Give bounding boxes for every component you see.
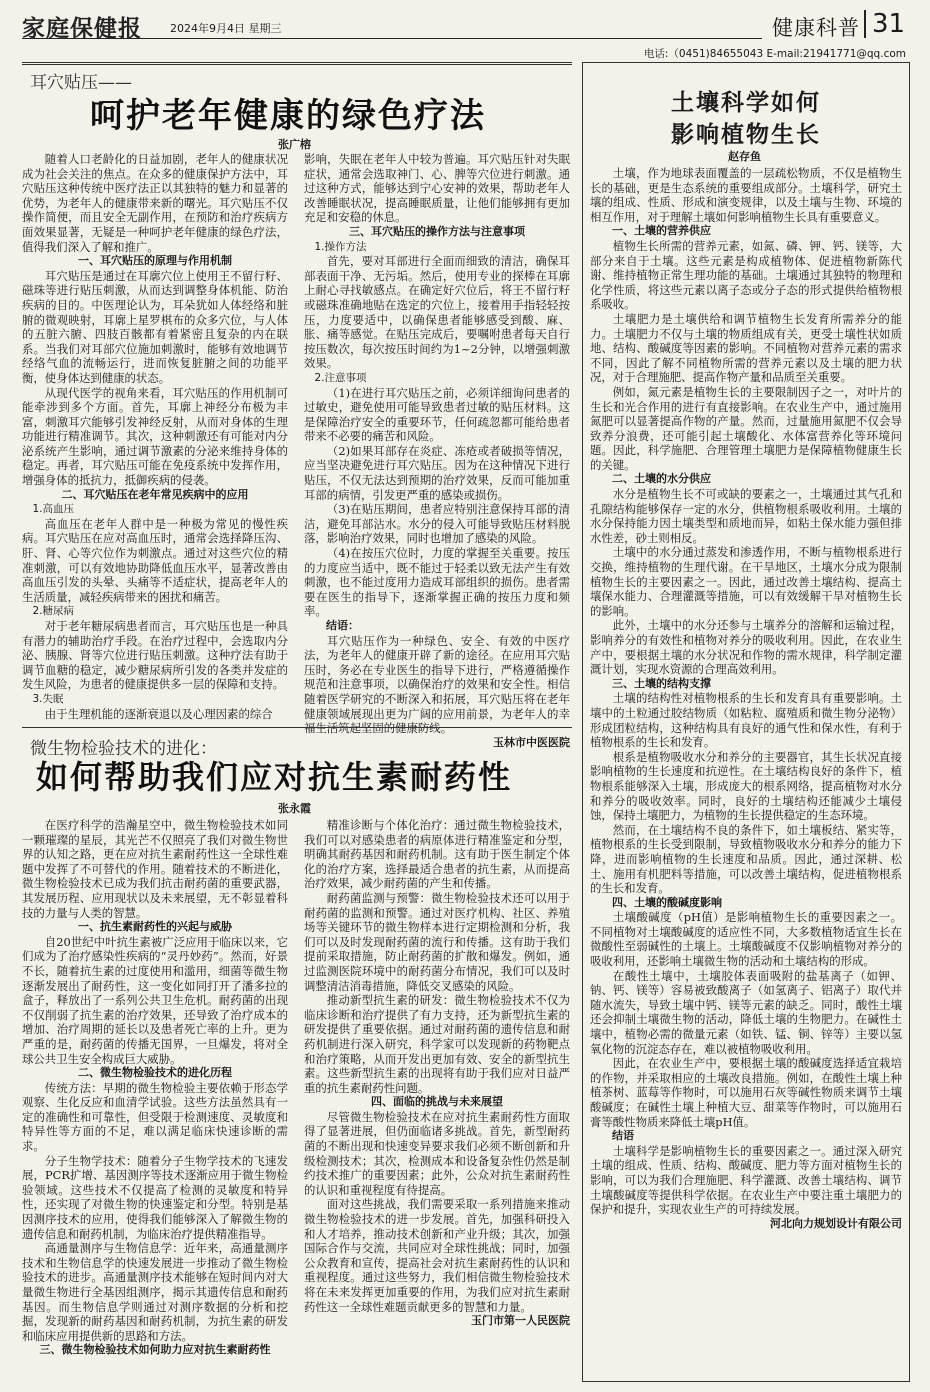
subheading: 1.操作方法 (314, 240, 367, 253)
page-number: 31 (872, 9, 906, 39)
paragraph: 耳穴贴压是通过在耳廓穴位上使用王不留行籽、磁珠等进行贴压刺激，从而达到调整身体机能、防治疾病的目的。中医理论认为，耳朵犹如人体经络和脏腑的微观映射，耳廓上星罗棋布的众多穴位，与人体的五脏六腑、四肢百骸都有着紧密且复杂的内在联系。当我们对耳部穴位施加刺激时，能够有效地调节经络气血的流畅运行，进而恢复脏腑之间的功能平衡，使身体达到健康的状态。 (22, 268, 288, 385)
article-kicker: 微生物检验技术的进化： (30, 739, 217, 759)
paragraph: 由于生理机能的逐渐衰退以及心理因素的综合 (44, 706, 273, 721)
masthead-divider (864, 10, 866, 38)
paragraph: 耐药菌监测与预警：微生物检验技术还可以用于耐药菌的监测和预警。通过对医疗机构、社区、养殖场等关键环节的微生物样本进行定期检测和分析，我们可以及时发现耐药菌的流行和传播。这有助于我们提前采取措施，防止耐药菌的扩散和爆发。例如，通过监测医院环境中的耐药菌分布情况，我们可以及时调整清洁消毒措施，降低交叉感染的风险。 (304, 890, 570, 993)
section-heading: 三、耳穴贴压的操作方法与注意事项 (349, 224, 525, 238)
article-headline: 如何帮助我们应对抗生素耐药性 (36, 758, 513, 796)
paragraph: 土壤酸碱度（pH值）是影响植物生长的重要因素之一。不同植物对土壤酸碱度的适应性不同，大多数植物适宜生长在微酸性至弱碱性的土壤上。土壤酸碱度不仅影响植物对养分的吸收利用，还影响土壤微生物的活动和土壤结构的形成。 (590, 910, 902, 969)
paragraph: 在医疗科学的浩瀚星空中，微生物检验技术如同一颗璀璨的星辰，其光芒不仅照亮了我们对微生物世界的认知之路，更在应对抗生素耐药性这一全球性难题中发挥了不可替代的作用。随着技术的不断进化，微生物检验技术已成为我们抗击耐药菌的重要武器，其发展历程、应用现状以及未来展望，无不彰显着科技的力量与人类的智慧。 (22, 818, 288, 920)
section-heading: 结语 (612, 1129, 634, 1143)
paragraph: 水分是植物生长不可或缺的要素之一，土壤通过其气孔和孔隙结构能够保存一定的水分，供植物根系吸收利用。土壤的水分保持能力因土壤类型和质地而异，如粘土保水能力强但排水性差，砂土则相反。 (590, 487, 902, 545)
source-line: 河北向力规划设计有限公司 (770, 1216, 902, 1230)
paragraph: 然而，在土壤结构不良的条件下，如土壤板结、紧实等，植物根系的生长受到限制，导致植物吸收水分和养分的能力下降，进而影响植物的生长速度和品质。因此，通过深耕、松土、施用有机肥料等措施，可以改善土壤结构，促进植物根系的生长和发育。 (590, 822, 902, 896)
article-column-left (22, 818, 288, 1374)
article-body (590, 166, 902, 1376)
paragraph: 土壤中的水分通过蒸发和渗透作用，不断与植物根系进行交换，维持植物的生理代谢。在干旱地区，土壤水分成为限制植物生长的主要因素之一。因此，通过改善土壤结构、提高土壤保水能力、合理灌溉等措施，可以有效缓解干旱对植物生长的影响。 (590, 545, 902, 618)
paper-name: 家庭保健报 (22, 16, 142, 42)
section-name: 健康科普 (772, 16, 860, 40)
paragraph: 高通量测序与生物信息学：近年来，高通量测序技术和生物信息学的快速发展进一步推动了微生物检验技术的进步。高通量测序技术能够在短时间内对大量微生物进行全基因组测序，揭示其遗传信息和耐药基因。而生物信息学则通过对测序数据的分析和挖掘，发现新的耐药基因和耐药机制，为抗生素的研发和临床应用提供新的思路和方法。 (22, 1241, 288, 1343)
paragraph: 对于老年糖尿病患者而言，耳穴贴压也是一种具有潜力的辅助治疗手段。在治疗过程中，会选取内分泌、胰腺、肾等穴位进行贴压刺激。这种疗法有助于调节血糖的稳定，减少糖尿病所引发的各类并发症的发生风险，为患者的健康提供多一层的保障和支持。 (22, 619, 288, 692)
paragraph: 耳穴贴压作为一种绿色、安全、有效的中医疗法，为老年人的健康开辟了新的途径。在应用耳穴贴压时，务必在专业医生的指导下进行，严格遵循操作规范和注意事项，以确保治疗的效果和安全性。相信随着医学研究的不断深入和拓展，耳穴贴压将在老年健康领域展现出更为广阔的应用前景，为老年人的幸福生活筑起坚固的健康防线。 (304, 633, 570, 736)
paragraph: 分子生物学技术：随着分子生物学技术的飞速发展，PCR扩增、基因测序等技术逐渐应用于微生物检验领域。这些技术不仅提高了检测的灵敏度和特异性，还实现了对微生物的快速鉴定和分型。特别是基因测序技术的应用，使得我们能够深入了解微生物的遗传信息和耐药机制，为临床治疗提供精准指导。 (22, 1153, 288, 1241)
paragraph: 精准诊断与个体化治疗：通过微生物检验技术，我们可以对感染患者的病原体进行精准鉴定和分型，明确其耐药基因和耐药机制。这有助于医生制定个体化的治疗方案，选择最适合患者的抗生素，从而提高治疗效果，减少耐药菌的产生和传播。 (304, 818, 570, 891)
contact-info: 电话:（0451)84655043 E-mail:21941771@qq.com (643, 48, 906, 60)
section-heading: 一、土壤的营养供应 (612, 224, 711, 238)
article-kicker: 耳穴贴压—— (30, 73, 132, 93)
paragraph: 在酸性土壤中，土壤胶体表面吸附的盐基离子（如钾、钠、钙、镁等）容易被致酸离子（如氢离子、铝离子）取代并随水流失，导致土壤中钙、镁等元素的缺乏。同时，酸性土壤还会抑制土壤微生物的活动，降低土壤的生物肥力。在碱性土壤中，植物必需的微量元素（如铁、锰、铜、锌等）主要以氢氧化物的沉淀态存在，难以被植物吸收利用。 (590, 968, 902, 1056)
article-column-right (304, 152, 570, 749)
paragraph: （4)在按压穴位时，力度的掌握至关重要。按压的力度应当适中，既不能过于轻柔以致无法产生有效刺激，也不能过度用力造成耳部组织的损伤。患者需要在医生的指导下，逐渐掌握正确的按压力度和频率。 (304, 546, 570, 619)
paragraph: 例如，氮元素是植物生长的主要限制因子之一，对叶片的生长和光合作用的进行有直接影响。在农业生产中，通过施用氮肥可以显著提高作物的产量。然而，过量施用氮肥不仅会导致养分浪费，还可能引起土壤酸化、水体富营养化等环境问题。因此，科学施肥、合理管理土壤肥力是保障植物健康生长的关键。 (590, 384, 902, 472)
paragraph: 从现代医学的视角来看，耳穴贴压的作用机制可能牵涉到多个方面。首先，耳廓上神经分布极为丰富，刺激耳穴能够引发神经反射，从而对身体的生理功能进行精准调节。其次，这种刺激还有可能对内分泌系统产生影响，通过调节激素的分泌来维持身体的稳定。再者，耳穴贴压可能在免疫系统中发挥作用，增强身体的抵抗力，抵御疾病的侵袭。 (22, 385, 288, 488)
section-heading: 二、土壤的水分供应 (612, 472, 711, 486)
section-heading: 三、微生物检验技术如何助力应对抗生素耐药性 (39, 1343, 271, 1357)
paragraph: （2)如果耳部存在炎症、冻疮或者破损等情况，应当坚决避免进行耳穴贴压。因为在这种情况下进行贴压，不仅无法达到预期的治疗效果，反而可能加重耳部的病情，引发更严重的感染或损伤。 (304, 443, 570, 502)
paragraph: 因此，在农业生产中，要根据土壤的酸碱度选择适宜栽培的作物，并采取相应的土壤改良措施。例如，在酸性土壤上种植茶树、蓝莓等作物时，可以施用石灰等碱性物质来调节土壤酸碱度；在碱性土壤上种植大豆、甜菜等作物时，可以施用石膏等酸性物质来降低土壤pH值。 (590, 1056, 902, 1129)
section-heading: 四、土壤的酸碱度影响 (612, 895, 722, 909)
subheading: 2.注意事项 (314, 371, 367, 384)
section-heading: 四、面临的挑战与未来展望 (371, 1095, 503, 1109)
article-column-left (22, 152, 288, 721)
article-column-right (304, 818, 570, 1374)
article-author: 赵存鱼 (728, 150, 761, 163)
masthead-rule (22, 38, 762, 39)
paragraph: 土壤科学是影响植物生长的重要因素之一。通过深入研究土壤的组成、性质、结构、酸碱度、肥力等方面对植物生长的影响，可以为我们合理施肥、科学灌溉、改善土壤结构、调节土壤酸碱度等提供科学依据。在农业生产中要注重土壤肥力的保护和提升，实现农业生产的可持续发展。 (590, 1143, 902, 1217)
issue-date: 2024年9月4日 星期三 (170, 22, 282, 35)
paragraph: （3)在贴压期间，患者应特别注意保持耳部的清洁，避免耳部沾水。水分的侵入可能导致贴压材料脱落，影响治疗效果，同时也增加了感染的风险。 (304, 502, 570, 546)
paragraph: 面对这些挑战，我们需要采取一系列措施来推动微生物检验技术的进一步发展。首先，加强科研投入和人才培养，推动技术创新和产业升级；其次，加强国际合作与交流，共同应对全球性挑战；同时，加强公众教育和宣传，提高社会对抗生素耐药性的认识和重视程度。通过这些努力，我们相信微生物检验技术将在未来发挥更加重要的作用，为我们应对抗生素耐药性这一全球性难题贡献更多的智慧和力量。 (304, 1197, 570, 1314)
paragraph: 推动新型抗生素的研发：微生物检验技术不仅为临床诊断和治疗提供了有力支持，还为新型抗生素的研发提供了重要依据。通过对耐药菌的遗传信息和耐药机制进行深入研究，科学家可以发现新的药物靶点和治疗策略，从而开发出更加有效、安全的新型抗生素。这些新型抗生素的出现将有助于我们应对日益严重的抗生素耐药性问题。 (304, 993, 570, 1095)
paragraph: 高血压在老年人群中是一种极为常见的慢性疾病。耳穴贴压在应对高血压时，通常会选择降压沟、肝、肾、心等穴位作为刺激点。通过对这些穴位的精准刺激，可以有效地协助降低血压水平，显著改善由高血压引发的头晕、头痛等不适症状，提高老年人的生活质量，减轻疾病带来的困扰和痛苦。 (22, 516, 288, 604)
paragraph: 随着人口老龄化的日益加剧，老年人的健康状况成为社会关注的焦点。在众多的健康保护方法中，耳穴贴压这种传统中医疗法正以其独特的魅力和显著的优势，为老年人的健康带来新的曙光。耳穴贴压不仅操作简便，而且安全无副作用，在预防和治疗疾病方面效果显著，无疑是一种呵护老年健康的绿色疗法，值得我们深入了解和推广。 (22, 152, 288, 254)
section-heading: 结语： (326, 619, 359, 632)
paragraph: 影响，失眠在老年人中较为普遍。耳穴贴压针对失眠症状，通常会选取神门、心、脾等穴位进行刺激。通过这种方式，能够达到宁心安神的效果，帮助老年人改善睡眠状况，提高睡眠质量，让他们能够拥有更加充足和安稳的休息。 (304, 152, 570, 225)
paragraph: 土壤的结构性对植物根系的生长和发育具有重要影响。土壤中的土粒通过胶结物质（如粘粒、腐殖质和微生物分泌物）形成团粒结构，这种结构具有良好的通气性和保水性，有利于植物根系的生长和发育。 (590, 691, 902, 750)
paragraph: （1)在进行耳穴贴压之前，必须详细询问患者的过敏史，避免使用可能导致患者过敏的贴压材料。这是保障治疗安全的重要环节，任何疏忽都可能给患者带来不必要的痛苦和风险。 (304, 385, 570, 444)
paragraph: 此外，土壤中的水分还参与土壤养分的溶解和运输过程，影响养分的有效性和植物对养分的吸收利用。因此，在农业生产中，要根据土壤的水分状况和作物的需水规律，科学制定灌溉计划，实现水资源的合理高效利用。 (590, 618, 902, 677)
article-author: 张永霞 (278, 802, 311, 815)
subheading: 2.糖尿病 (32, 605, 75, 618)
paragraph: 根系是植物吸收水分和养分的主要器官，其生长状况直接影响植物的生长速度和抗逆性。在土壤结构良好的条件下，植物根系能够深入土壤，形成庞大的根系网络，提高植物对水分和养分的吸收效率。同时，良好的土壤结构还能减少土壤侵蚀，保持土壤肥力，为植物的生长提供稳定的生态环境。 (590, 749, 902, 823)
article-headline: 呵护老年健康的绿色疗法 (90, 96, 486, 136)
paragraph: 尽管微生物检验技术在应对抗生素耐药性方面取得了显著进展，但仍面临诸多挑战。首先，新型耐药菌的不断出现和快速变异要求我们必须不断创新和升级检测技术；其次，检测成本和设备复杂性仍然是制约技术推广的重要因素；此外，公众对抗生素耐药性的认识和重视程度有待提高。 (304, 1109, 570, 1197)
section-heading: 三、土壤的结构支撑 (612, 676, 711, 690)
paragraph: 植物生长所需的营养元素，如氮、磷、钾、钙、镁等，大部分来自于土壤。这些元素是构成植物体、促进植物新陈代谢、维持植物正常生理功能的基础。土壤通过其独特的物理和化学性质，将这些元素以离子态或分子态的形式提供给植物根系吸收。 (590, 238, 902, 312)
section-heading: 一、耳穴贴压的原理与作用机制 (78, 254, 232, 268)
top-rule-double (22, 64, 572, 65)
section-heading: 一、抗生素耐药性的兴起与威胁 (78, 920, 232, 934)
paragraph: 土壤，作为地球表面覆盖的一层疏松物质，不仅是植物生长的基础，更是生态系统的重要组成部分。土壤科学，研究土壤的组成、性质、形成和演变规律，以及土壤与生物、环境的相互作用，对于理解土壤如何影响植物生长具有重要意义。 (590, 166, 902, 224)
paragraph: 首先，要对耳部进行全面而细致的清洁，确保耳部表面干净、无污垢。然后，使用专业的探棒在耳廓上耐心寻找敏感点。在确定好穴位后，将王不留行籽或磁珠准确地贴在选定的穴位上，接着用手指轻轻按压，力度要适中，以确保患者能够感受到酸、麻、胀、痛等感觉。在贴压完成后，要嘱咐患者每天自行按压数次，每次按压时间约为1~2分钟，以增强刺激效果。 (304, 254, 570, 371)
source-line: 玉门市第一人民医院 (471, 1314, 570, 1328)
paragraph: 土壤肥力是土壤供给和调节植物生长发育所需养分的能力。土壤肥力不仅与土壤的物质组成有关，更受土壤性状如质地、结构、酸碱度等因素的影响。不同植物对营养元素的需求不同，因此了解不同植物所需的营养元素以及土壤的肥力状况，对于合理施肥、提高作物产量和品质至关重要。 (590, 311, 902, 385)
top-rule (22, 62, 572, 63)
section-heading: 二、微生物检验技术的进化历程 (78, 1066, 232, 1080)
section-divider (22, 727, 572, 728)
paragraph: 自20世纪中叶抗生素被广泛应用于临床以来，它们成为了治疗感染性疾病的“灵丹妙药”。然而，好景不长，随着抗生素的过度使用和滥用，细菌等微生物逐渐发展出了耐药性，这一变化如同打开了潘多拉的盒子，释放出了一系列公共卫生危机。耐药菌的出现不仅削弱了抗生素的治疗效果，还导致了治疗成本的增加、治疗周期的延长以及患者死亡率的上升。更为严重的是，耐药菌的传播无国界，一旦爆发，将对全球公共卫生安全构成巨大威胁。 (22, 934, 288, 1066)
paragraph: 传统方法：早期的微生物检验主要依赖于形态学观察、生化反应和血清学试验。这些方法虽然具有一定的准确性和可靠性，但受限于检测速度、灵敏度和特异性等方面的不足，难以满足临床快速诊断的需求。 (22, 1080, 288, 1154)
source-line: 玉林市中医医院 (493, 735, 570, 749)
subheading: 3.失眠 (32, 692, 64, 705)
article-author: 张广榕 (278, 138, 311, 151)
subheading: 1.高血压 (32, 503, 75, 516)
article-headline-line2: 影响植物生长 (671, 121, 821, 148)
section-heading: 二、耳穴贴压在老年常见疾病中的应用 (61, 487, 249, 501)
article-headline-line1: 土壤科学如何 (671, 89, 821, 116)
